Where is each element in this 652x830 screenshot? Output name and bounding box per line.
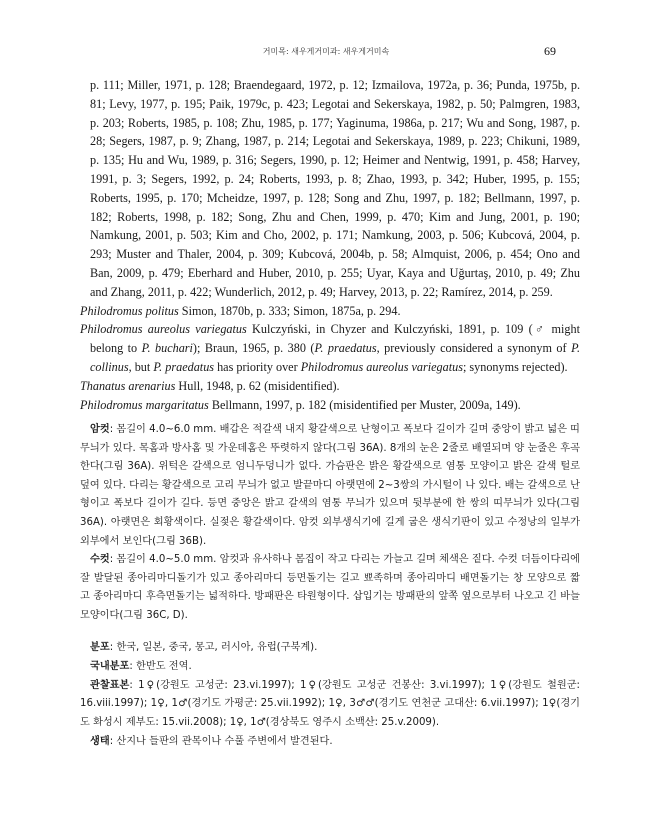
taxon-name: Philodromus margaritatus — [80, 397, 209, 412]
domestic-label: 국내분포 — [90, 660, 130, 672]
running-head: 거미목: 새우게거미과: 새우게거미속 — [262, 47, 390, 56]
citation: ); Braun, 1965, p. 380 ( — [192, 341, 315, 356]
male-text: : 몸길이 4.0~5.0 mm. 암컷과 유사하나 몸집이 작고 다리는 가늘고 길며 체색은 짙다. 수컷 더듬이다리에 잘 발달된 종아리마디돌기가 있고 종아리마디 등면돌기는 길고 뾰족하며 종아리마디 배면돌기는 창 모양으로 짧고 종아리마디 후측면돌기는 넓적하다. 방패판은 타원형이다. 삽입기는 방패판의 앞쪽 옆으로부터 나오고 긴 바늘 모양이다(그림 36C, D). — [80, 554, 580, 621]
distribution-text: : 한국, 일본, 중국, 몽고, 러시아, 유럽(구북계). — [109, 642, 318, 653]
taxon-name: Philodromus aureolus variegatus — [80, 322, 247, 337]
male-label: 수컷 — [90, 554, 110, 566]
specimens-line — [80, 677, 580, 733]
female-label: 암컷 — [90, 424, 110, 435]
citation: Simon, 1870b, p. 333; Simon, 1875a, p. 294. — [178, 303, 401, 318]
female-description — [80, 421, 580, 551]
citation: ; synonyms rejected). — [462, 359, 568, 374]
synonym-aureolus-variegatus — [80, 320, 580, 376]
species-description — [80, 421, 580, 626]
taxon-name: Thanatus arenarius — [80, 378, 176, 393]
ecology-text: : 산지나 들판의 관목이나 수풀 주변에서 발견된다. — [109, 735, 333, 747]
synonym-margaritatus — [80, 396, 580, 415]
synonym-arenarius — [80, 377, 580, 396]
taxon-name: Philodromus aureolus variegatus — [300, 359, 463, 374]
page-number: 69 — [544, 44, 556, 58]
specimens-text: : 1♀(강원도 고성군: 23.vi.1997); 1♀(강원도 고성군 건봉산: 3.vi.1997); 1♀(강원도 철원군: 16.viii.1997); 1♀, 1♂(경기도 가평군: 25.vii.1992); 1♀, 3♂♂(경기도 연천군 고대산: 6.vii.1997); 1♀(경기도 화성시 제부도: 15.vii.2008); 1♀, 1♂(경상북도 영주시 소백산: 25.v.2009). — [80, 679, 580, 729]
taxon-name: P. collinus — [90, 341, 580, 374]
reference-continuation: p. 111; Miller, 1971, p. 128; Braendegaard, 1972, p. 12; Izmailova, 1972a, p. 36; Punda, 1975b, p. 81; Levy, 1977, p. 195; Paik, 1979c, p. 423; Legotai and Sekerskaya, 1982, p. 50; Palmgren, 1983, p. 203; Roberts, 1985, p. 108; Zhu, 1985, p. 177; Yaginuma, 1986a, p. 217; Wu and Song, 1987, p. 28; Segers, 1987, p. 9; Zhang, 1987, p. 214; Legotai and Sekerskaya, 1989, p. 223; Chikuni, 1989, p. 135; Hu and Wu, 1989, p. 316; Segers, 1990, p. 12; Heimer and Nentwig, 1991, p. 458; Harvey, 1991, p. 3; Segers, 1992, p. 24; Roberts, 1993, p. 8; Zhao, 1993, p. 342; Huber, 1995, p. 155; Roberts, 1995, p. 170; Mcheidze, 1997, p. 128; Song and Zhu, 1997, p. 182; Bellmann, 1997, p. 182; Roberts, 1998, p. 182; Song, Zhu and Chen, 1999, p. 470; Kim and Jung, 2001, p. 190; Namkung, 2001, p. 503; Kim and Cho, 2002, p. 171; Namkung, 2003, p. 506; Kubcová, 2004, p. 293; Muster and Thaler, 2004, p. 309; Kubcová, 2004b, p. 58; Almquist, 2006, p. 454; Ono and Ban, 2009, p. 479; Eberhard and Huber, 2010, p. 255; Uyar, Kaya and Uğurtaş, 2010, p. 49; Zhu and Zhang, 2011, p. 422; Wunderlich, 2012, p. 49; Harvey, 2013, p. 22; Ramírez, 2014, p. 259. — [90, 78, 580, 299]
citation: , previously considered a synonym of — [376, 341, 572, 356]
citation: Bellmann, 1997, p. 182 (misidentified per Muster, 2009a, 149). — [208, 397, 521, 412]
ecology-label: 생태 — [90, 735, 110, 747]
ecology-line — [80, 733, 580, 752]
distribution-label: 분포 — [90, 642, 110, 653]
taxon-name: Philodromus politus — [80, 303, 179, 318]
synonym-politus — [80, 302, 580, 321]
citation: Kulczyński, in Chyzer and Kulczyński, 1891, p. 109 (♂ might belong to — [90, 322, 580, 356]
male-description — [80, 551, 580, 625]
domestic-text: : 한반도 전역. — [129, 660, 192, 672]
citation: Hull, 1948, p. 62 (misidentified). — [175, 378, 340, 393]
distribution-section — [80, 639, 580, 752]
taxon-name: P. praedatus — [314, 341, 377, 356]
domestic-distribution-line — [80, 658, 580, 677]
taxon-name: P. buchari — [141, 341, 193, 356]
specimens-label: 관찰표본 — [90, 679, 130, 691]
citation: has priority over — [214, 359, 301, 374]
synonymy-references — [80, 76, 580, 414]
distribution-line — [80, 639, 580, 658]
citation: , but — [128, 359, 154, 374]
taxon-name: P. praedatus — [153, 359, 215, 374]
female-text: : 몸길이 4.0~6.0 mm. 배갑은 적갈색 내지 황갈색으로 난형이고 폭보다 길이가 길며 중앙이 밝고 넓은 띠무늬가 있다. 목홈과 방사홈 및 가운데홈은 뚜렷하지 않다(그림 36A). 8개의 눈은 2줄로 배열되며 양 눈줄은 후곡한다(그림 36A). 위턱은 갈색으로 엄니두덩니가 없다. 가슴판은 밝은 황갈색으로 염통 모양이고 밝은 갈색 털로 덮여 있다. 다리는 황갈색으로 고리 무늬가 없고 발끝마디 아랫면에 2~3쌍의 가시털이 나 있다. 배는 갈색으로 난형이고 폭보다 길이가 길다. 등면 중앙은 밝고 갈색의 염통 무늬가 있으며 뒷부분에 한 쌍의 띠무늬가 있다(그림 36A). 아랫면은 회황색이다. 실젖은 황갈색이다. 암컷 외부생식기에 길게 굽은 생식기판이 있고 수정낭의 일부가 외부에서 보인다(그림 36B). — [80, 424, 580, 547]
